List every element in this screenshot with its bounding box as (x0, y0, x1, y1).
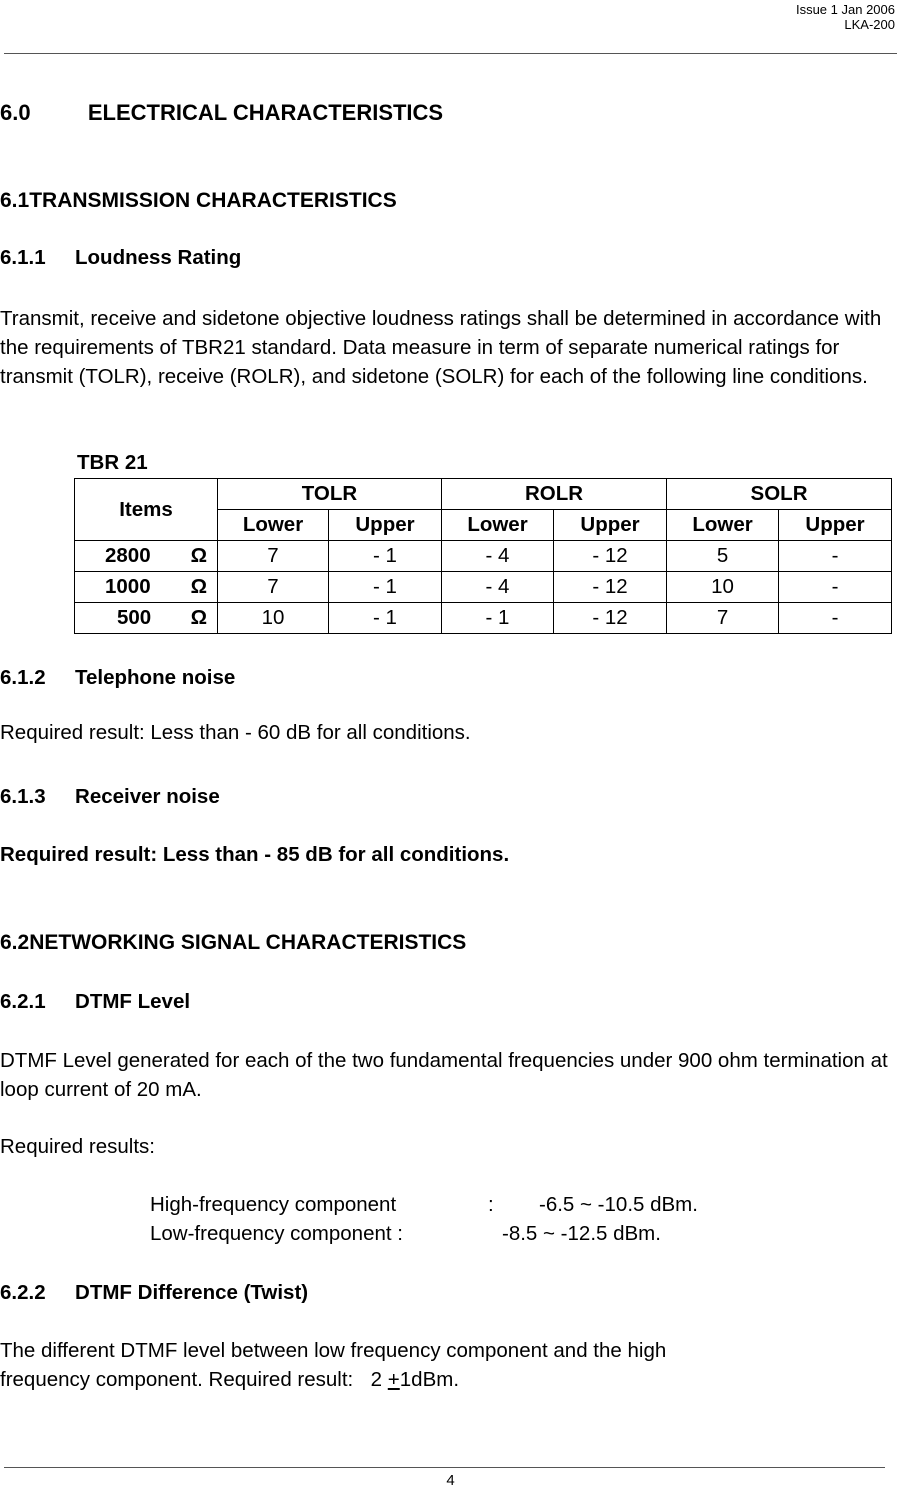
ohm-symbol: Ω (190, 606, 207, 629)
twist-paragraph-line2 (0, 1365, 459, 1394)
header-issue: Issue 1 Jan 2006 (795, 2, 895, 17)
header-tolr: TOLR (218, 479, 442, 510)
ohm-symbol: Ω (190, 544, 207, 567)
twist-value-unit: 1dBm. (399, 1368, 460, 1391)
dtmf-level-paragraph: DTMF Level generated for each of the two fundamental frequencies under 900 ohm termination at loop current of 20 mA. (0, 1049, 888, 1101)
header-solr-upper: Upper (779, 510, 892, 541)
cell-solr-lower: 10 (667, 572, 779, 603)
table-group-header-row (75, 479, 892, 510)
high-frequency-label: High-frequency component (150, 1193, 397, 1216)
section-6-2-number: 6.2 (0, 931, 30, 954)
section-6-2-title: NETWORKING SIGNAL CHARACTERISTICS (29, 931, 467, 954)
section-6-1-heading (0, 189, 397, 213)
section-6-2-2-heading (0, 1281, 308, 1305)
high-frequency-value: -6.5 ~ -10.5 dBm. (539, 1193, 698, 1216)
twist-paragraph-line1: The different DTMF level between low frequency component and the high (0, 1339, 667, 1362)
section-6-2-1-title: DTMF Level (75, 990, 191, 1013)
header-rolr-upper: Upper (554, 510, 667, 541)
cell-tolr-lower: 10 (218, 603, 329, 634)
section-6-1-3-number: 6.1.3 (0, 785, 46, 808)
cell-solr-upper: - (779, 603, 892, 634)
section-6-2-2-title: DTMF Difference (Twist) (75, 1281, 309, 1304)
section-6-1-1-number: 6.1.1 (0, 246, 46, 269)
section-6-number: 6.0 (0, 100, 31, 125)
cell-solr-lower: 7 (667, 603, 779, 634)
low-frequency-value: -8.5 ~ -12.5 dBm. (502, 1222, 661, 1245)
cell-tolr-lower: 7 (218, 572, 329, 603)
row-item-value: 500 (117, 606, 152, 629)
header-tolr-upper: Upper (329, 510, 442, 541)
section-6-2-1-number: 6.2.1 (0, 990, 46, 1013)
section-6-2-1-heading (0, 990, 190, 1014)
header-tolr-lower: Lower (218, 510, 329, 541)
cell-solr-upper: - (779, 572, 892, 603)
high-frequency-separator: : (488, 1193, 494, 1216)
page-number: 4 (446, 1472, 455, 1489)
cell-tolr-upper: - 1 (329, 541, 442, 572)
header-items: Items (75, 479, 218, 541)
section-6-2-2-number: 6.2.2 (0, 1281, 46, 1304)
row-item-value: 1000 (105, 575, 151, 598)
table-row (75, 572, 892, 603)
row-item-value: 2800 (105, 544, 151, 567)
section-6-1-1-title: Loudness Rating (75, 246, 242, 269)
footer-rule (4, 1467, 885, 1468)
table-row (75, 541, 892, 572)
table-row (75, 603, 892, 634)
section-6-1-2-title: Telephone noise (75, 666, 236, 689)
header-rolr: ROLR (442, 479, 667, 510)
header-doc-id: LKA-200 (844, 17, 895, 32)
low-frequency-label: Low-frequency component : (150, 1222, 403, 1245)
twist-required-label: frequency component. Required result: (0, 1368, 354, 1391)
cell-solr-lower: 5 (667, 541, 779, 572)
section-6-title: ELECTRICAL CHARACTERISTICS (87, 100, 444, 125)
header-rule (4, 53, 897, 54)
section-6-1-2-heading (0, 666, 235, 690)
header-rolr-lower: Lower (442, 510, 554, 541)
section-6-1-number: 6.1 (0, 189, 30, 212)
receiver-noise-text: Required result: Less than - 85 dB for all conditions. (0, 843, 510, 866)
section-6-heading (0, 100, 443, 126)
cell-rolr-lower: - 1 (442, 603, 554, 634)
cell-solr-upper: - (779, 541, 892, 572)
header-solr: SOLR (667, 479, 892, 510)
table-caption: TBR 21 (77, 451, 148, 474)
section-6-2-heading (0, 931, 466, 955)
cell-rolr-lower: - 4 (442, 572, 554, 603)
section-6-1-3-title: Receiver noise (75, 785, 220, 808)
cell-tolr-upper: - 1 (329, 572, 442, 603)
tbr21-table (74, 478, 892, 634)
cell-tolr-upper: - 1 (329, 603, 442, 634)
cell-rolr-upper: - 12 (554, 572, 667, 603)
section-6-1-3-heading (0, 785, 220, 809)
ohm-symbol: Ω (190, 575, 207, 598)
header-solr-lower: Lower (667, 510, 779, 541)
cell-rolr-upper: - 12 (554, 541, 667, 572)
required-results-label: Required results: (0, 1135, 155, 1158)
telephone-noise-text: Required result: Less than - 60 dB for all conditions. (0, 721, 471, 744)
cell-rolr-lower: - 4 (442, 541, 554, 572)
plus-minus-symbol: + (387, 1368, 400, 1391)
row-item-cell (75, 572, 218, 603)
section-6-1-title: TRANSMISSION CHARACTERISTICS (29, 189, 397, 212)
loudness-rating-paragraph: Transmit, receive and sidetone objective loudness ratings shall be determined in accordance with the requirements of TBR21 standard. Data measure in term of separate numerical ratings for transmit (TOLR), receive (ROLR), and sidetone (SOLR) for each of the following line conditions. (0, 307, 882, 388)
cell-tolr-lower: 7 (218, 541, 329, 572)
section-6-1-2-number: 6.1.2 (0, 666, 46, 689)
section-6-1-1-heading (0, 246, 241, 270)
cell-rolr-upper: - 12 (554, 603, 667, 634)
row-item-cell (75, 603, 218, 634)
twist-value-number: 2 (370, 1368, 383, 1391)
row-item-cell (75, 541, 218, 572)
